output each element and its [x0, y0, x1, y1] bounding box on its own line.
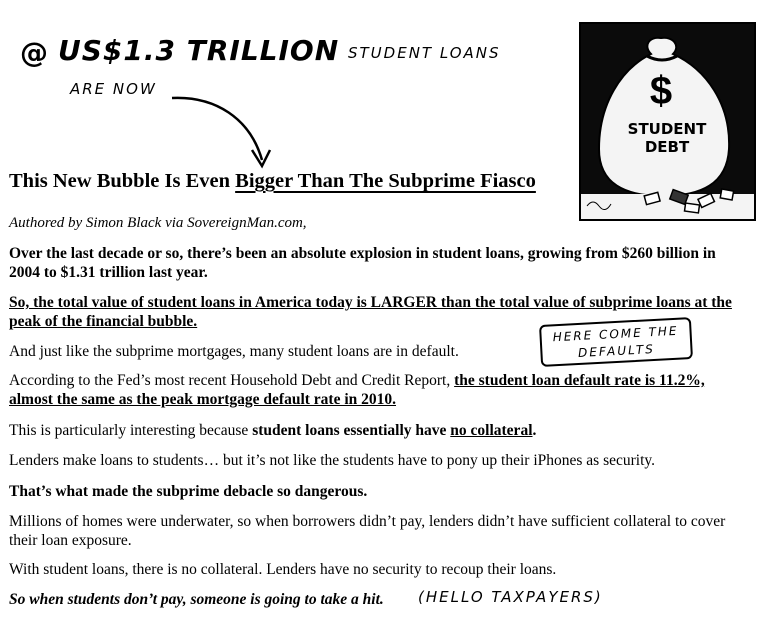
paragraph-1: Over the last decade or so, there’s been an absolute explosion in student loans, growing from $260 billion in 2004 to $1.31 trillion last year. — [9, 245, 716, 281]
paragraph-8: Millions of homes were underwater, so when borrowers didn’t pay, lenders didn’t have sufficient collateral to cover their loan exposure. — [9, 513, 726, 549]
paragraph-9: With student loans, there is no collateral. Lenders have no security to recoup their loans. — [9, 561, 557, 578]
paragraph-4 — [9, 371, 749, 409]
handwritten-at-sign: @ — [20, 36, 48, 69]
student-debt-cartoon — [579, 22, 756, 221]
handwritten-amount: US$1.3 TRILLION — [58, 34, 340, 67]
handwritten-student-loans: STUDENT LOANS — [348, 44, 501, 62]
p4-bold: the student loan default rate is 11.2%, almost the same as the peak mortgage default rate in 2010. — [9, 372, 705, 408]
handwritten-hello-taxpayers: (HELLO TAXPAYERS) — [418, 588, 603, 606]
cartoon-dollar-symbol: $ — [649, 69, 673, 113]
p5-bold: student loans essentially have — [252, 422, 451, 439]
handwritten-defaults-box — [539, 317, 693, 367]
paragraph-2: So, the total value of student loans in America today is LARGER than the total value of subprime loans at the peak of the financial bubble. — [9, 294, 732, 330]
cartoon-label-line2: DEBT — [644, 138, 690, 156]
headline-underlined: Bigger Than The Subprime Fiasco — [235, 170, 536, 192]
paragraph-10: So when students don’t pay, someone is going to take a hit. — [9, 591, 384, 608]
p5-end: . — [532, 422, 537, 439]
headline — [9, 170, 536, 193]
byline: Authored by Simon Black via SovereignMan.com, — [9, 215, 307, 231]
handwritten-are-now: ARE NOW — [70, 80, 157, 98]
defaults-line-2: DEFAULTS — [577, 341, 656, 360]
p4-start: According to the Fed’s most recent Household Debt and Credit Report, — [9, 372, 455, 389]
headline-start: This New Bubble Is Even — [9, 170, 236, 192]
paragraph-3: And just like the subprime mortgages, many student loans are in default. — [9, 343, 459, 360]
paragraph-5 — [9, 421, 749, 440]
paragraph-6: Lenders make loans to students… but it’s not like the students have to pony up their iPhones as security. — [9, 452, 656, 469]
paragraph-7: That’s what made the subprime debacle so dangerous. — [9, 483, 368, 500]
p5-start: This is particularly interesting because — [9, 422, 253, 439]
cartoon-label-line1: STUDENT — [627, 120, 707, 138]
p5-no-collateral: no collateral — [450, 422, 533, 439]
defaults-line-1: HERE COME THE — [552, 323, 679, 345]
